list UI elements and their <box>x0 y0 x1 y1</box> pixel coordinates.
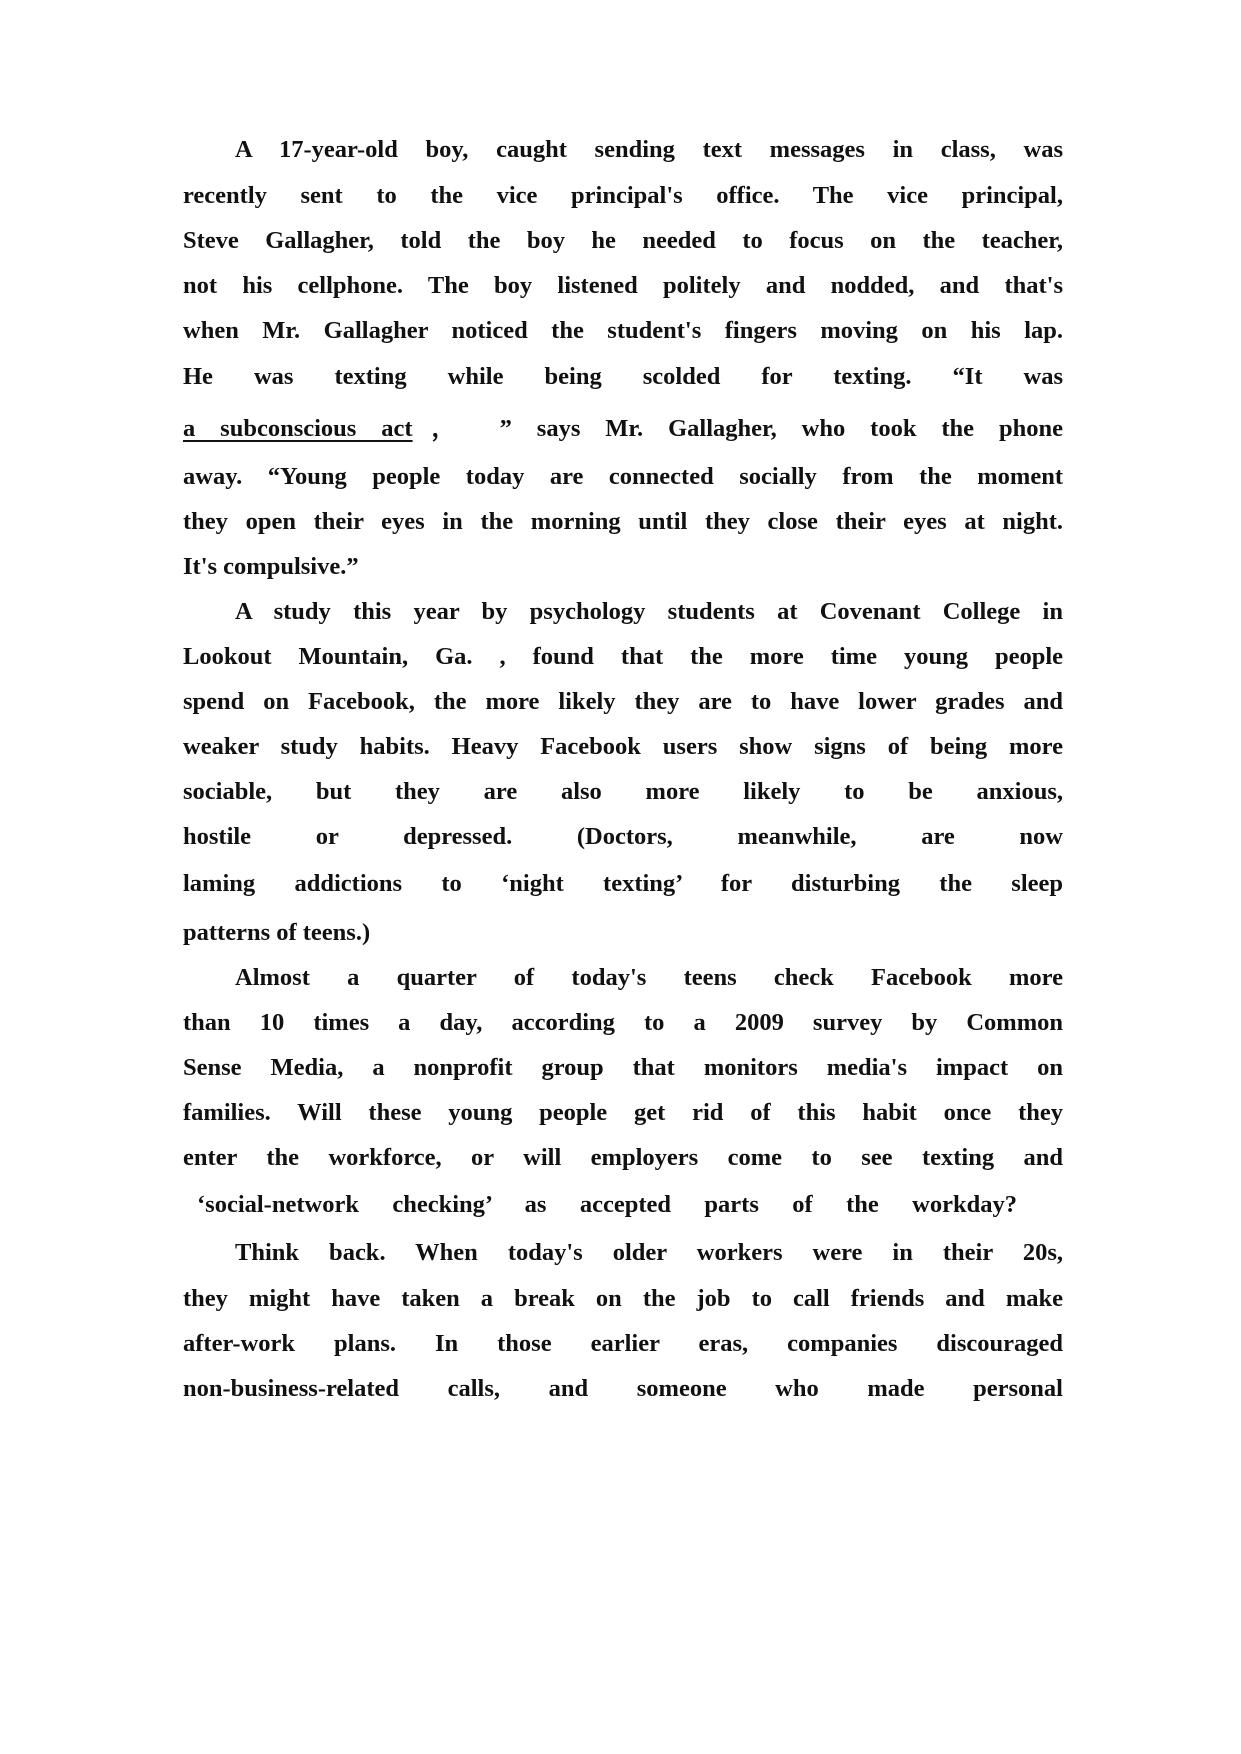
line-remainder: ， ” says Mr. Gallagher, who took the phone <box>412 415 1063 442</box>
text-line: they open their eyes in the morning until they close their eyes at night. <box>183 508 1063 535</box>
text-line: recently sent to the vice principal's office. The vice principal, <box>183 182 1063 209</box>
text-line: It's compulsive.” <box>183 553 359 580</box>
text-line: laming addictions to ‘night texting’ for disturbing the sleep <box>183 870 1063 897</box>
text-line: A study this year by psychology students at Covenant College in <box>235 598 1063 625</box>
text-line: not his cellphone. The boy listened politely and nodded, and that's <box>183 272 1063 299</box>
text-line: away. “Young people today are connected socially from the moment <box>183 463 1063 490</box>
text-line: Think back. When today's older workers were in their 20s, <box>235 1239 1063 1266</box>
underlined-phrase: a subconscious act <box>183 415 413 442</box>
text-line: than 10 times a day, according to a 2009 survey by Common <box>183 1009 1063 1036</box>
text-line: Sense Media, a nonprofit group that monitors media's impact on <box>183 1054 1063 1081</box>
text-line: families. Will these young people get rid of this habit once they <box>183 1099 1063 1126</box>
text-line: Lookout Mountain, Ga. , found that the more time young people <box>183 643 1063 670</box>
text-line: ‘social-network checking’ as accepted parts of the workday? <box>197 1191 1017 1218</box>
text-line: patterns of teens.) <box>183 919 371 946</box>
text-line: sociable, but they are also more likely to be anxious, <box>183 778 1063 805</box>
text-line: A 17-year-old boy, caught sending text messages in class, was <box>235 136 1063 163</box>
text-line: when Mr. Gallagher noticed the student's fingers moving on his lap. <box>183 317 1063 344</box>
text-line: hostile or depressed. (Doctors, meanwhile, are now <box>183 823 1063 850</box>
text-line: Almost a quarter of today's teens check Facebook more <box>235 964 1063 991</box>
text-line: weaker study habits. Heavy Facebook users show signs of being more <box>183 733 1063 760</box>
text-line: after-work plans. In those earlier eras, companies discouraged <box>183 1330 1063 1357</box>
text-line: He was texting while being scolded for texting. “It was <box>183 363 1063 390</box>
text-line: non-business-related calls, and someone who made personal <box>183 1375 1063 1402</box>
text-line: enter the workforce, or will employers come to see texting and <box>183 1144 1063 1171</box>
text-line <box>183 409 1063 449</box>
text-line: spend on Facebook, the more likely they are to have lower grades and <box>183 688 1063 715</box>
text-line: Steve Gallagher, told the boy he needed to focus on the teacher, <box>183 227 1063 254</box>
text-line: they might have taken a break on the job to call friends and make <box>183 1285 1063 1312</box>
